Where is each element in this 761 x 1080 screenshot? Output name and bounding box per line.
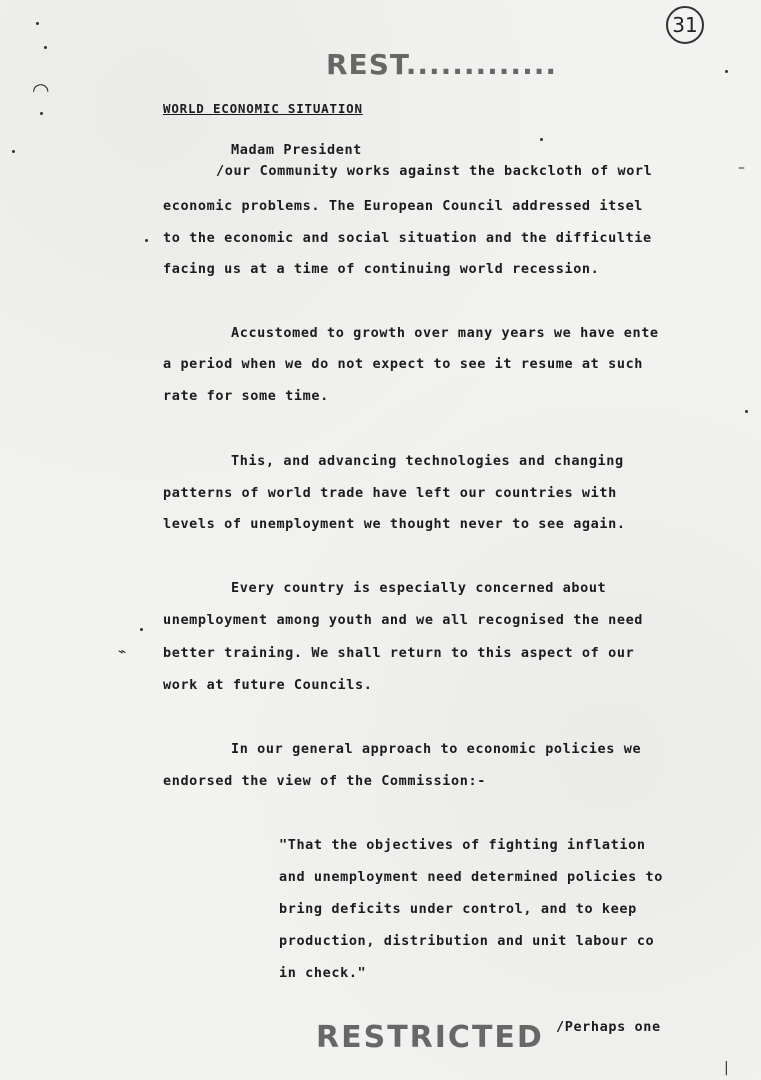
- paragraph-5-line-1: In our general approach to economic policies we: [231, 741, 642, 757]
- scan-speck: [140, 628, 143, 631]
- paragraph-5-line-2: endorsed the view of the Commission:-: [163, 773, 486, 789]
- paragraph-2-line-3: rate for some time.: [163, 388, 329, 404]
- scan-mark: –: [738, 160, 745, 176]
- paragraph-4-line-2: unemployment among youth and we all recognised the need: [163, 612, 644, 628]
- paragraph-1-line-2: economic problems. The European Council addressed itsel: [163, 198, 644, 214]
- paragraph-1-line-4: facing us at a time of continuing world recession.: [163, 261, 600, 277]
- quote-line-1: "That the objectives of fighting inflation: [279, 837, 646, 853]
- paragraph-4-line-3: better training. We shall return to this aspect of our: [163, 645, 635, 661]
- quote-line-2: and unemployment need determined policies to: [279, 869, 664, 885]
- paragraph-2-line-2: a period when we do not expect to see it resume at such: [163, 356, 644, 372]
- paragraph-1-line-1: /our Community works against the backcloth of worl: [216, 163, 653, 179]
- scan-speck: [145, 239, 148, 242]
- scan-speck: [40, 112, 43, 115]
- quote-line-3: bring deficits under control, and to keep: [279, 901, 637, 917]
- paragraph-4-line-4: work at future Councils.: [163, 677, 373, 693]
- scan-speck: [540, 138, 543, 141]
- paragraph-4-line-1: Every country is especially concerned about: [231, 580, 607, 596]
- restricted-stamp-top: REST.............: [326, 48, 557, 81]
- continuation-catchword: /Perhaps one: [556, 1019, 661, 1035]
- restricted-stamp-bottom: RESTRICTED: [316, 1020, 544, 1055]
- page-number: 31: [666, 6, 704, 44]
- paragraph-3-line-3: levels of unemployment we thought never to see again.: [163, 516, 626, 532]
- scan-speck: [44, 46, 47, 49]
- quote-line-4: production, distribution and unit labour co: [279, 933, 655, 949]
- paragraph-1-line-3: to the economic and social situation and the difficultie: [163, 230, 652, 246]
- paragraph-3-line-1: This, and advancing technologies and changing: [231, 453, 624, 469]
- scan-speck: [745, 410, 748, 413]
- paragraph-2-line-1: Accustomed to growth over many years we have ente: [231, 325, 659, 341]
- scan-speck: [725, 70, 728, 73]
- scan-speck: [36, 22, 39, 25]
- scan-mark: |: [724, 1060, 729, 1076]
- scan-speck: [12, 150, 15, 153]
- quote-line-5: in check.": [279, 965, 367, 981]
- document-title: WORLD ECONOMIC SITUATION: [163, 101, 363, 116]
- scan-mark: ⌁: [118, 644, 127, 660]
- salutation: Madam President: [231, 142, 362, 158]
- scan-mark: ◠: [32, 78, 50, 102]
- paragraph-3-line-2: patterns of world trade have left our countries with: [163, 485, 617, 501]
